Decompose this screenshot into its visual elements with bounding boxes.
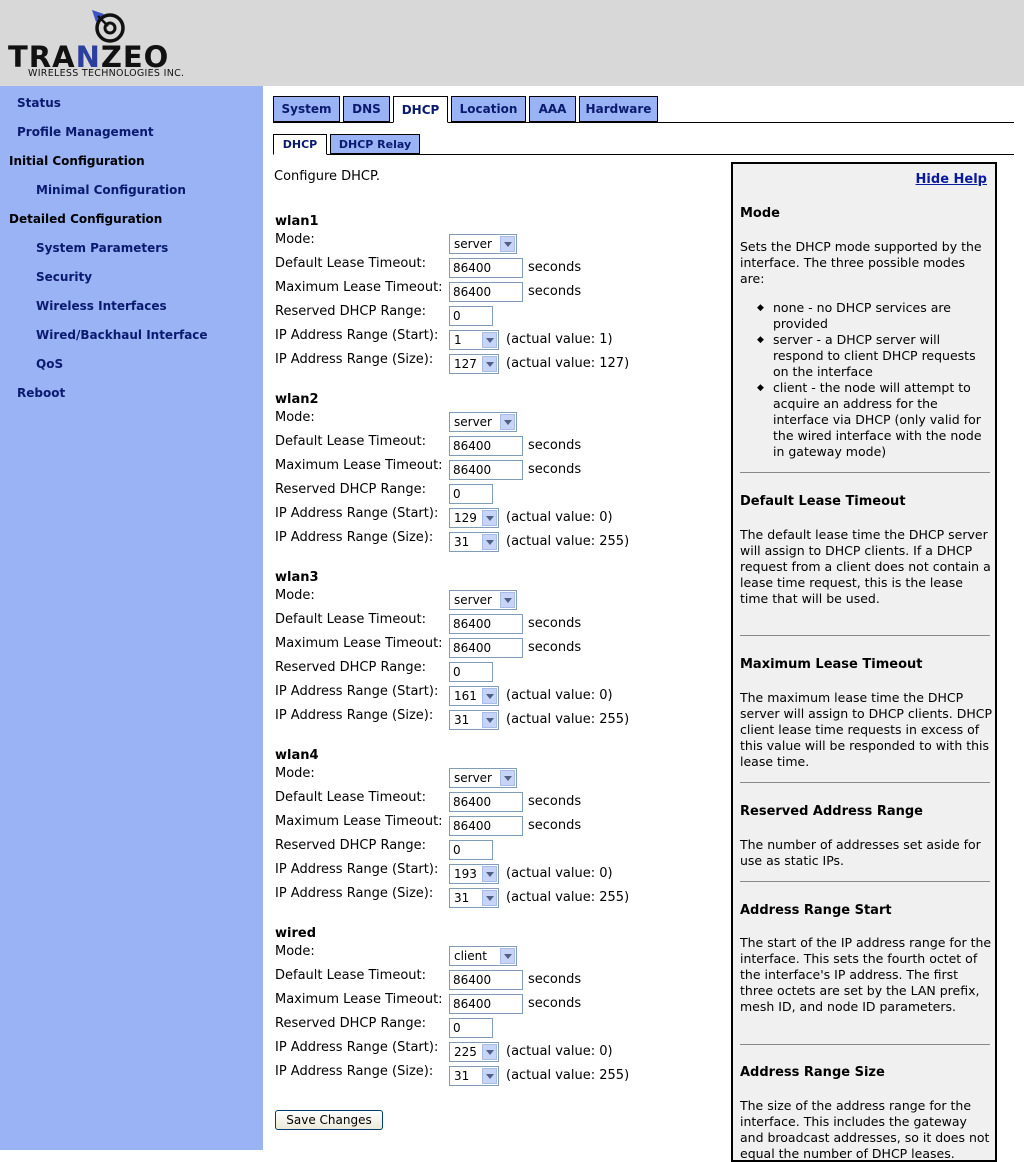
range-start-label: IP Address Range (Start): bbox=[275, 684, 439, 699]
range-size-label: IP Address Range (Size): bbox=[275, 886, 434, 901]
reserved-range-input[interactable] bbox=[449, 840, 493, 860]
seconds-unit: seconds bbox=[528, 818, 582, 833]
maximum-lease-label: Maximum Lease Timeout: bbox=[275, 280, 443, 295]
mode-select-value: client bbox=[454, 949, 487, 963]
seconds-unit: seconds bbox=[528, 972, 582, 987]
range-size-label: IP Address Range (Size): bbox=[275, 1064, 434, 1079]
subtab-bar-line bbox=[273, 154, 1014, 155]
seconds-unit: seconds bbox=[528, 794, 582, 809]
interface-heading: wlan4 bbox=[275, 748, 319, 763]
range-size-actual: (actual value: 255) bbox=[506, 534, 630, 549]
help-range-start-text: The start of the IP address range for the interface. This sets the fourth octet of the interface's IP address. The first three octets are set by the LAN prefix, mesh ID, and node ID parameters. bbox=[740, 935, 992, 1014]
range-start-value: 225 bbox=[454, 1045, 477, 1059]
mode-select[interactable] bbox=[449, 946, 517, 966]
reserved-range-label: Reserved DHCP Range: bbox=[275, 660, 427, 675]
chevron-down-icon bbox=[482, 890, 497, 906]
nav-heading-initial-configuration: Initial Configuration bbox=[9, 154, 145, 168]
range-start-actual: (actual value: 0) bbox=[506, 866, 613, 881]
help-mode-heading: Mode bbox=[740, 206, 780, 221]
reserved-range-input[interactable] bbox=[449, 484, 493, 504]
range-size-actual: (actual value: 255) bbox=[506, 712, 630, 727]
help-maximum-lease-text: The maximum lease time the DHCP server will assign to DHCP clients. DHCP client lease time requests in excess of this value will be responded to with this lease time. bbox=[740, 690, 993, 769]
nav-system-parameters[interactable]: System Parameters bbox=[36, 241, 169, 255]
interface-heading: wlan2 bbox=[275, 392, 319, 407]
help-maximum-lease-heading: Maximum Lease Timeout bbox=[740, 657, 923, 672]
range-start-actual: (actual value: 1) bbox=[506, 332, 613, 347]
mode-select-value: server bbox=[454, 771, 492, 785]
chevron-down-icon bbox=[482, 356, 497, 372]
interface-heading: wired bbox=[275, 926, 316, 941]
maximum-lease-label: Maximum Lease Timeout: bbox=[275, 992, 443, 1007]
maximum-lease-input[interactable] bbox=[449, 994, 523, 1014]
reserved-range-input[interactable] bbox=[449, 662, 493, 682]
help-divider bbox=[740, 782, 990, 783]
seconds-unit: seconds bbox=[528, 260, 582, 275]
logo-antenna-icon bbox=[88, 8, 128, 44]
help-divider bbox=[740, 1044, 990, 1045]
default-lease-label: Default Lease Timeout: bbox=[275, 968, 426, 983]
range-size-select[interactable] bbox=[449, 532, 499, 552]
chevron-down-icon bbox=[482, 688, 497, 704]
range-size-value: 127 bbox=[454, 357, 477, 371]
mode-select-value: server bbox=[454, 593, 492, 607]
mode-select[interactable] bbox=[449, 590, 517, 610]
nav-status[interactable]: Status bbox=[17, 96, 61, 110]
tab-bar-line bbox=[273, 122, 1014, 123]
interface-heading: wlan3 bbox=[275, 570, 319, 585]
tranzeo-logo bbox=[4, 4, 219, 80]
range-start-value: 161 bbox=[454, 689, 477, 703]
nav-security[interactable]: Security bbox=[36, 270, 93, 284]
range-start-select[interactable] bbox=[449, 1042, 499, 1062]
range-size-select[interactable] bbox=[449, 710, 499, 730]
mode-label: Mode: bbox=[275, 766, 315, 781]
range-size-select[interactable] bbox=[449, 888, 499, 908]
range-start-actual: (actual value: 0) bbox=[506, 688, 613, 703]
default-lease-input[interactable] bbox=[449, 792, 523, 812]
chevron-down-icon bbox=[500, 770, 515, 786]
help-range-start-heading: Address Range Start bbox=[740, 903, 892, 918]
sidebar bbox=[0, 86, 263, 1150]
help-reserved-range-heading: Reserved Address Range bbox=[740, 804, 923, 819]
default-lease-label: Default Lease Timeout: bbox=[275, 256, 426, 271]
logo-wordmark: TRANZEO bbox=[8, 40, 170, 74]
default-lease-label: Default Lease Timeout: bbox=[275, 612, 426, 627]
maximum-lease-input[interactable] bbox=[449, 460, 523, 480]
range-start-label: IP Address Range (Start): bbox=[275, 862, 439, 877]
mode-select[interactable] bbox=[449, 234, 517, 254]
nav-wireless-interfaces[interactable]: Wireless Interfaces bbox=[36, 299, 167, 313]
range-size-label: IP Address Range (Size): bbox=[275, 708, 434, 723]
main-content bbox=[263, 86, 1024, 1161]
chevron-down-icon bbox=[482, 1068, 497, 1084]
logo-tagline: WIRELESS TECHNOLOGIES INC. bbox=[28, 68, 185, 79]
mode-select-value: server bbox=[454, 415, 492, 429]
maximum-lease-input[interactable] bbox=[449, 282, 523, 302]
chevron-down-icon bbox=[500, 948, 515, 964]
help-mode-item-server: ◆ server - a DHCP server will respond to client DHCP requests on the interface bbox=[755, 332, 991, 380]
mode-select[interactable] bbox=[449, 768, 517, 788]
maximum-lease-input[interactable] bbox=[449, 816, 523, 836]
range-start-label: IP Address Range (Start): bbox=[275, 328, 439, 343]
reserved-range-label: Reserved DHCP Range: bbox=[275, 838, 427, 853]
range-size-actual: (actual value: 127) bbox=[506, 356, 630, 371]
seconds-unit: seconds bbox=[528, 996, 582, 1011]
help-divider bbox=[740, 881, 990, 882]
default-lease-input[interactable] bbox=[449, 614, 523, 634]
tab-location[interactable]: Location bbox=[451, 96, 526, 122]
help-mode-item-client: ◆ client - the node will attempt to acquire an address for the interface via DHCP (only valid for the wired interface with the node in gateway mode) bbox=[755, 380, 991, 460]
seconds-unit: seconds bbox=[528, 462, 582, 477]
mode-label: Mode: bbox=[275, 944, 315, 959]
range-start-actual: (actual value: 0) bbox=[506, 510, 613, 525]
chevron-down-icon bbox=[500, 414, 515, 430]
help-reserved-range-text: The number of addresses set aside for use as static IPs. bbox=[740, 837, 981, 868]
help-default-lease-heading: Default Lease Timeout bbox=[740, 494, 906, 509]
reserved-range-label: Reserved DHCP Range: bbox=[275, 482, 427, 497]
nav-wired-backhaul-interface[interactable]: Wired/Backhaul Interface bbox=[36, 328, 208, 342]
chevron-down-icon bbox=[500, 592, 515, 608]
mode-select-value: server bbox=[454, 237, 492, 251]
subtab-dhcp-relay[interactable]: DHCP Relay bbox=[330, 134, 420, 154]
mode-label: Mode: bbox=[275, 588, 315, 603]
nav-profile-management[interactable]: Profile Management bbox=[17, 125, 154, 139]
chevron-down-icon bbox=[500, 236, 515, 252]
help-range-size-text: The size of the address range for the interface. This includes the gateway and broadcast addresses, so it does not equal the number of DHCP leases. bbox=[740, 1098, 990, 1161]
default-lease-label: Default Lease Timeout: bbox=[275, 434, 426, 449]
nav-minimal-configuration[interactable]: Minimal Configuration bbox=[36, 183, 186, 197]
save-changes-button[interactable]: Save Changes bbox=[275, 1110, 383, 1130]
range-start-select[interactable] bbox=[449, 686, 499, 706]
maximum-lease-label: Maximum Lease Timeout: bbox=[275, 458, 443, 473]
seconds-unit: seconds bbox=[528, 438, 582, 453]
tab-dns[interactable]: DNS bbox=[343, 96, 390, 122]
header bbox=[0, 0, 1024, 86]
range-start-value: 1 bbox=[454, 333, 462, 347]
range-start-actual: (actual value: 0) bbox=[506, 1044, 613, 1059]
help-divider bbox=[740, 472, 990, 473]
range-size-actual: (actual value: 255) bbox=[506, 1068, 630, 1083]
tab-system[interactable]: System bbox=[273, 96, 340, 122]
reserved-range-label: Reserved DHCP Range: bbox=[275, 1016, 427, 1031]
mode-select[interactable] bbox=[449, 412, 517, 432]
range-size-label: IP Address Range (Size): bbox=[275, 352, 434, 367]
range-size-value: 31 bbox=[454, 713, 470, 727]
range-size-value: 31 bbox=[454, 891, 470, 905]
seconds-unit: seconds bbox=[528, 640, 582, 655]
chevron-down-icon bbox=[482, 866, 497, 882]
range-start-value: 129 bbox=[454, 511, 477, 525]
nav-heading-detailed-configuration: Detailed Configuration bbox=[9, 212, 163, 226]
mode-label: Mode: bbox=[275, 232, 315, 247]
tab-dhcp[interactable]: DHCP bbox=[393, 96, 448, 123]
chevron-down-icon bbox=[482, 712, 497, 728]
interface-heading: wlan1 bbox=[275, 214, 319, 229]
default-lease-input[interactable] bbox=[449, 436, 523, 456]
range-start-label: IP Address Range (Start): bbox=[275, 506, 439, 521]
default-lease-input[interactable] bbox=[449, 258, 523, 278]
help-mode-list bbox=[755, 300, 991, 460]
help-default-lease-text: The default lease time the DHCP server will assign to DHCP clients. If a DHCP request from a client does not contain a lease time request, this is the lease time that will be used. bbox=[740, 527, 991, 606]
help-range-size-heading: Address Range Size bbox=[740, 1065, 885, 1080]
range-size-select[interactable] bbox=[449, 1066, 499, 1086]
nav-qos[interactable]: QoS bbox=[36, 357, 64, 371]
help-divider bbox=[740, 635, 990, 636]
maximum-lease-input[interactable] bbox=[449, 638, 523, 658]
range-start-label: IP Address Range (Start): bbox=[275, 1040, 439, 1055]
reserved-range-input[interactable] bbox=[449, 306, 493, 326]
tab-aaa[interactable]: AAA bbox=[529, 96, 576, 122]
reserved-range-input[interactable] bbox=[449, 1018, 493, 1038]
maximum-lease-label: Maximum Lease Timeout: bbox=[275, 636, 443, 651]
hide-help-link[interactable]: Hide Help bbox=[915, 172, 987, 187]
range-size-label: IP Address Range (Size): bbox=[275, 530, 434, 545]
tab-hardware[interactable]: Hardware bbox=[579, 96, 658, 122]
seconds-unit: seconds bbox=[528, 616, 582, 631]
reserved-range-label: Reserved DHCP Range: bbox=[275, 304, 427, 319]
range-size-select[interactable] bbox=[449, 354, 499, 374]
default-lease-label: Default Lease Timeout: bbox=[275, 790, 426, 805]
nav-reboot[interactable]: Reboot bbox=[17, 386, 66, 400]
mode-label: Mode: bbox=[275, 410, 315, 425]
range-start-select[interactable] bbox=[449, 864, 499, 884]
range-size-value: 31 bbox=[454, 1069, 470, 1083]
range-start-select[interactable] bbox=[449, 508, 499, 528]
subtab-dhcp[interactable]: DHCP bbox=[273, 134, 327, 155]
range-size-actual: (actual value: 255) bbox=[506, 890, 630, 905]
chevron-down-icon bbox=[482, 332, 497, 348]
range-size-value: 31 bbox=[454, 535, 470, 549]
intro-text: Configure DHCP. bbox=[274, 169, 380, 184]
range-start-select[interactable] bbox=[449, 330, 499, 350]
default-lease-input[interactable] bbox=[449, 970, 523, 990]
range-start-value: 193 bbox=[454, 867, 477, 881]
chevron-down-icon bbox=[482, 1044, 497, 1060]
seconds-unit: seconds bbox=[528, 284, 582, 299]
help-mode-item-none: ◆ none - no DHCP services are provided bbox=[755, 300, 991, 332]
chevron-down-icon bbox=[482, 510, 497, 526]
help-panel bbox=[731, 162, 997, 1162]
maximum-lease-label: Maximum Lease Timeout: bbox=[275, 814, 443, 829]
chevron-down-icon bbox=[482, 534, 497, 550]
help-mode-text: Sets the DHCP mode supported by the interface. The three possible modes are: bbox=[740, 239, 982, 286]
